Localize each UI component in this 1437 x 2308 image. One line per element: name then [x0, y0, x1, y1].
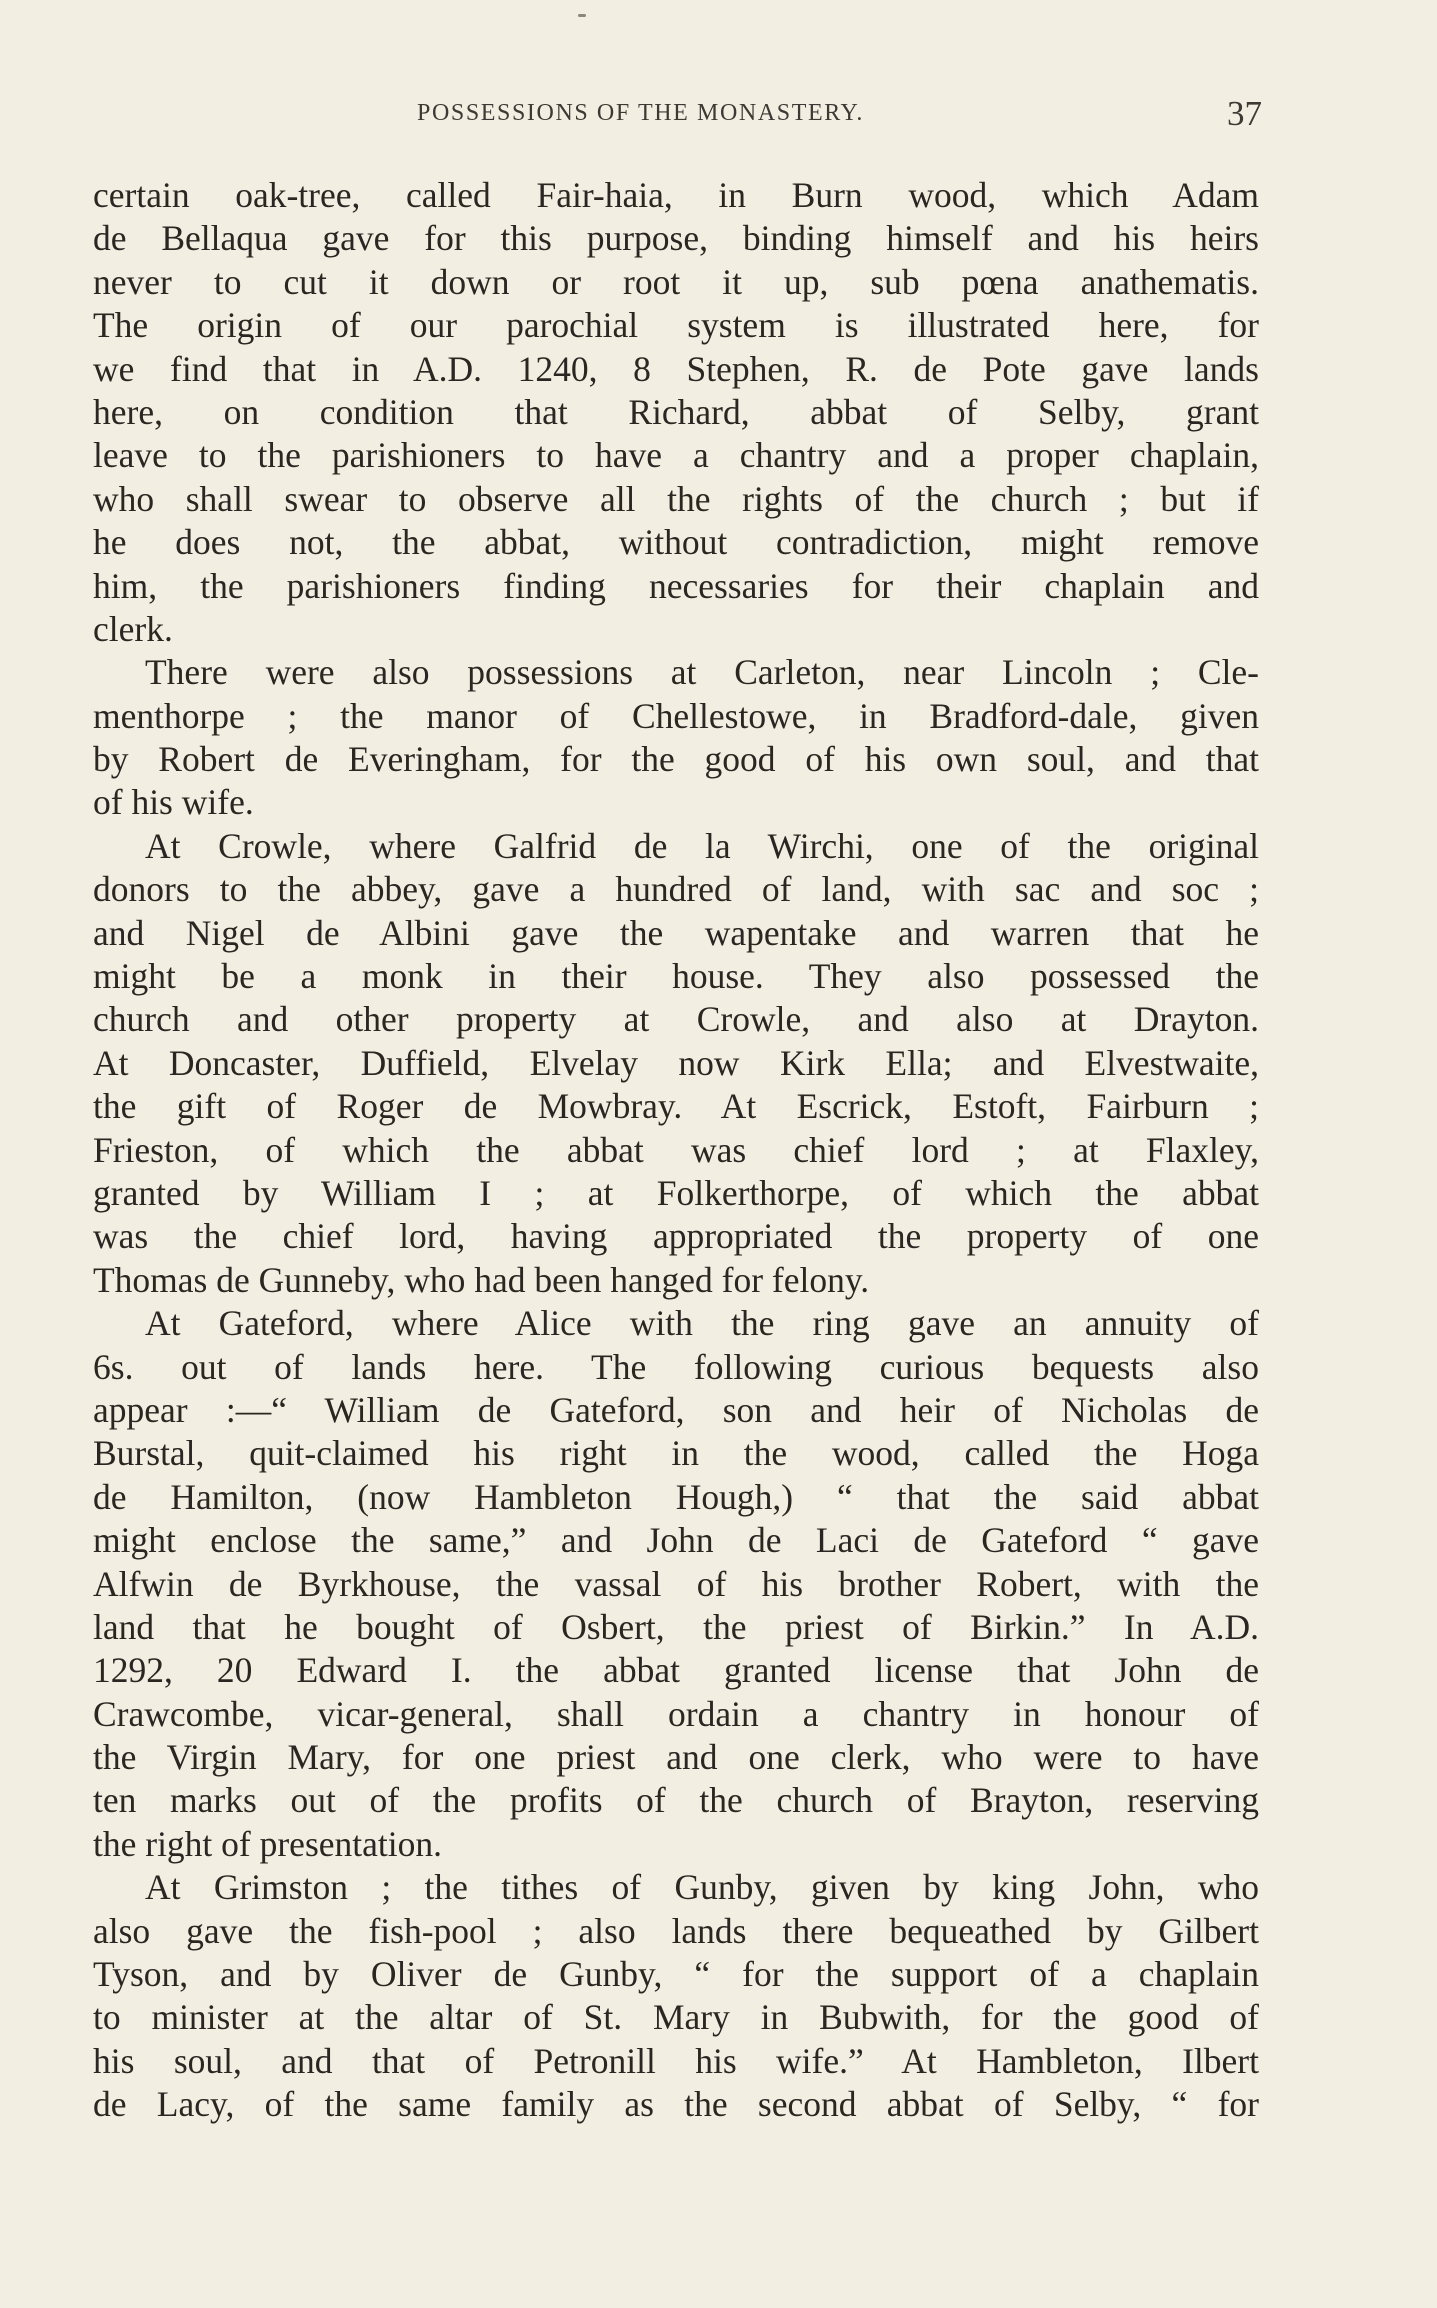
running-title: POSSESSIONS OF THE MONASTERY.: [417, 100, 864, 126]
text-line: was the chief lord, having appropriated the property of one: [93, 1216, 1259, 1257]
text-line: menthorpe ; the manor of Chellestowe, in Bradford-dale, given: [93, 695, 1259, 736]
text-line: of his wife.: [93, 782, 254, 823]
text-line: At Grimston ; the tithes of Gunby, given by king John, who: [145, 1867, 1259, 1908]
text-line: the Virgin Mary, for one priest and one clerk, who were to have: [93, 1737, 1259, 1778]
text-line: the right of presentation.: [93, 1823, 442, 1864]
text-line: de Hamilton, (now Hambleton Hough,) “ that the said abbat: [93, 1476, 1259, 1517]
text-line: Tyson, and by Oliver de Gunby, “ for the support of a chaplain: [93, 1954, 1259, 1995]
text-line: by Robert de Everingham, for the good of his own soul, and that: [93, 739, 1259, 780]
text-line: we find that in A.D. 1240, 8 Stephen, R. de Pote gave lands: [93, 348, 1259, 389]
text-line: 6s. out of lands here. The following curious bequests also: [93, 1346, 1259, 1387]
text-line: who shall swear to observe all the rights of the church ; but if: [93, 478, 1259, 519]
text-line: Crawcombe, vicar-general, shall ordain a chantry in honour of: [93, 1693, 1259, 1734]
text-line: might enclose the same,” and John de Laci de Gateford “ gave: [93, 1520, 1259, 1561]
page-number: 37: [1227, 94, 1262, 133]
text-line: appear :—“ William de Gateford, son and heir of Nicholas de: [93, 1389, 1259, 1430]
text-line: There were also possessions at Carleton, near Lincoln ; Cle-: [145, 652, 1259, 693]
text-line: to minister at the altar of St. Mary in Bubwith, for the good of: [93, 1997, 1259, 2038]
text-line: certain oak-tree, called Fair-haia, in Burn wood, which Adam: [93, 175, 1259, 215]
text-line: At Gateford, where Alice with the ring gave an annuity of: [145, 1303, 1259, 1344]
body-text: [93, 174, 1259, 2127]
text-line: here, on condition that Richard, abbat of Selby, grant: [93, 391, 1259, 432]
text-line: de Bellaqua gave for this purpose, binding himself and his heirs: [93, 218, 1259, 259]
text-line: clerk.: [93, 608, 173, 649]
text-line: donors to the abbey, gave a hundred of land, with sac and soc ;: [93, 869, 1259, 910]
text-line: At Doncaster, Duffield, Elvelay now Kirk Ella; and Elvestwaite,: [93, 1042, 1259, 1083]
text-line: Burstal, quit-claimed his right in the wood, called the Hoga: [93, 1433, 1259, 1474]
text-line: leave to the parishioners to have a chantry and a proper chaplain,: [93, 435, 1259, 476]
text-line: Frieston, of which the abbat was chief lord ; at Flaxley,: [93, 1129, 1259, 1170]
text-line: The origin of our parochial system is illustrated here, for: [93, 305, 1259, 346]
text-line: might be a monk in their house. They also possessed the: [93, 956, 1259, 997]
text-line: granted by William I ; at Folkerthorpe, of which the abbat: [93, 1172, 1259, 1213]
text-line: his soul, and that of Petronill his wife.” At Hambleton, Ilbert: [93, 2040, 1259, 2081]
text-line: church and other property at Crowle, and also at Drayton.: [93, 999, 1259, 1040]
text-line: At Crowle, where Galfrid de la Wirchi, one of the original: [145, 825, 1259, 866]
text-line: the gift of Roger de Mowbray. At Escrick, Estoft, Fairburn ;: [93, 1086, 1259, 1127]
running-head: [96, 94, 1262, 134]
text-line: de Lacy, of the same family as the second abbat of Selby, “ for: [93, 2084, 1259, 2125]
ink-speck: [578, 14, 586, 17]
text-line: land that he bought of Osbert, the priest of Birkin.” In A.D.: [93, 1606, 1259, 1647]
text-line: also gave the fish-pool ; also lands there bequeathed by Gilbert: [93, 1910, 1259, 1951]
text-line: he does not, the abbat, without contradiction, might remove: [93, 522, 1259, 563]
text-line: Thomas de Gunneby, who had been hanged for felony.: [93, 1259, 870, 1300]
text-line: 1292, 20 Edward I. the abbat granted license that John de: [93, 1650, 1259, 1691]
text-line: and Nigel de Albini gave the wapentake and warren that he: [93, 912, 1259, 953]
text-line: ten marks out of the profits of the church of Brayton, reserving: [93, 1780, 1259, 1821]
text-line: him, the parishioners finding necessaries for their chaplain and: [93, 565, 1259, 606]
text-line: Alfwin de Byrkhouse, the vassal of his brother Robert, with the: [93, 1563, 1259, 1604]
text-line: never to cut it down or root it up, sub pœna anathematis.: [93, 261, 1259, 302]
